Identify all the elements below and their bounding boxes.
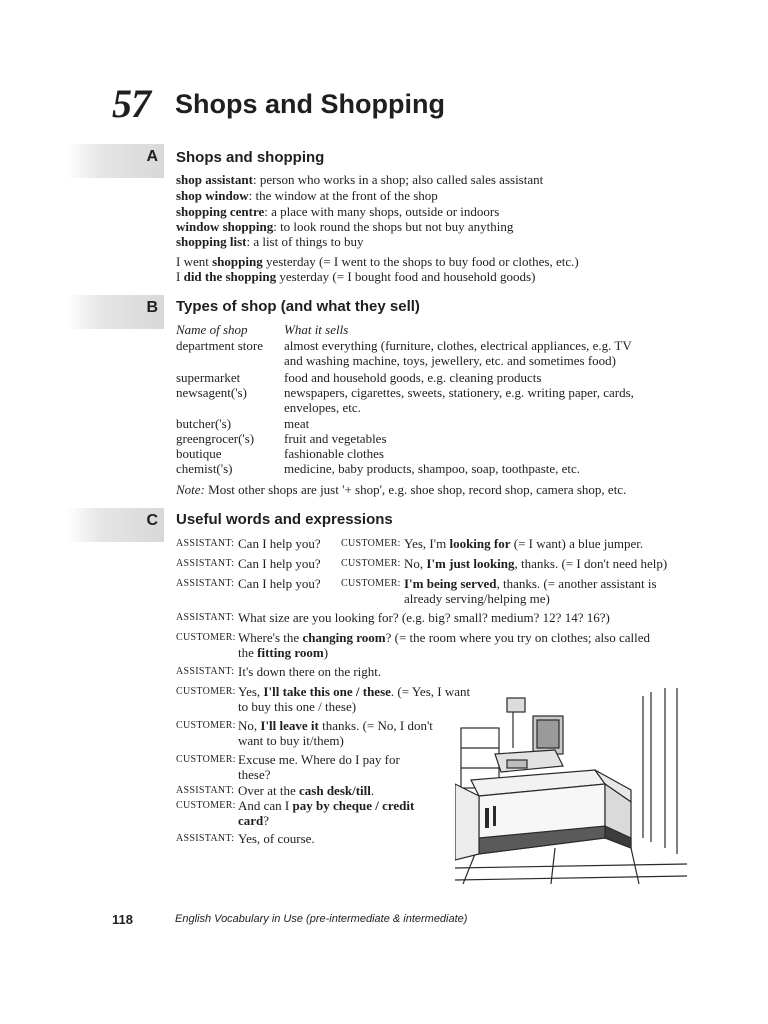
section-c-title: Useful words and expressions [176,511,393,528]
speaker-assistant: ASSISTANT: [176,538,235,549]
shop-name: chemist('s) [176,461,233,476]
speaker-customer: CUSTOMER: [176,720,236,731]
dialogue-line: I'm being served, thanks. (= another assistant is [404,576,657,591]
definition-term: shopping list [176,234,247,249]
definition-text: : a list of things to buy [246,234,364,249]
section-a-tab [66,144,164,178]
dialogue-line: Where's the changing room? (= the room where you try on clothes; also called [238,630,650,645]
shop-sells: almost everything (furniture, clothes, electrical appliances, e.g. TV [284,338,632,353]
shop-name: greengrocer('s) [176,431,255,446]
shop-sells: and washing machine, toys, jewellery, etc. and sometimes food) [284,353,617,368]
speaker-assistant: ASSISTANT: [176,666,235,677]
shop-sells: food and household goods, e.g. cleaning products [284,370,542,385]
definition-term: shop assistant [176,172,253,187]
speaker-assistant: ASSISTANT: [176,612,235,623]
definition-line [176,188,438,203]
dialogue-line: And can I pay by cheque / credit [238,798,415,813]
definition-line [176,219,513,234]
column-header-shop: Name of shop [176,322,248,337]
speaker-customer: CUSTOMER: [176,754,236,765]
note [176,482,626,497]
dialogue-line: What size are you looking for? (e.g. big? small? medium? 12? 14? 16?) [238,610,610,625]
shop-name: newsagent('s) [176,385,247,400]
shop-name: butcher('s) [176,416,232,431]
dialogue-line: want to buy it/them) [238,733,344,748]
note-label: Note: [176,482,205,497]
dialogue-line: card? [238,813,270,828]
shop-name: supermarket [176,370,241,385]
shop-sells: fashionable clothes [284,446,384,461]
definition-text: : a place with many shops, outside or indoors [264,204,500,219]
speaker-customer: CUSTOMER: [176,800,236,811]
example-sentence: I did the shopping yesterday (= I bought food and household goods) [176,269,536,284]
definition-line [176,234,363,249]
dialogue-line: Over at the cash desk/till. [238,783,375,798]
dialogue-line: No, I'm just looking, thanks. (= I don't need help) [404,556,668,571]
shop-sells: meat [284,416,310,431]
section-a-title: Shops and shopping [176,149,325,166]
definition-term: shopping centre [176,204,265,219]
page-number: 118 [112,912,133,927]
definition-text: : the window at the front of the shop [248,188,438,203]
dialogue-line: Can I help you? [238,576,321,591]
unit-title: Shops and Shopping [175,89,445,119]
dialogue-line: to buy this one / these) [238,699,357,714]
shop-sells: newspapers, cigarettes, sweets, stationery, e.g. writing paper, cards, [284,385,634,400]
definition-text: : person who works in a shop; also called sales assistant [252,172,544,187]
section-b-title: Types of shop (and what they sell) [176,298,420,315]
dialogue-line: Can I help you? [238,556,321,571]
section-b-letter: B [146,299,158,316]
dialogue-line: the fitting room) [238,645,329,660]
shop-name: department store [176,338,263,353]
dialogue-line: Excuse me. Where do I pay for [238,752,400,767]
speaker-customer: CUSTOMER: [341,558,401,569]
speaker-assistant: ASSISTANT: [176,833,235,844]
dialogue-line: No, I'll leave it thanks. (= No, I don't [238,718,433,733]
definition-term: shop window [176,188,249,203]
column-header-sells: What it sells [284,322,349,337]
section-a-letter: A [146,148,158,165]
note-text: Most other shops are just '+ shop', e.g. shoe shop, record shop, camera shop, etc. [204,482,627,497]
dialogue-line: Yes, I'll take this one / these. (= Yes, I want [238,684,471,699]
speaker-customer: CUSTOMER: [176,632,236,643]
speaker-assistant: ASSISTANT: [176,558,235,569]
definition-line [176,204,499,219]
definition-line [176,172,543,187]
book-title: English Vocabulary in Use (pre-intermediate & intermediate) [175,913,468,925]
section-c-letter: C [146,512,158,529]
speaker-customer: CUSTOMER: [341,578,401,589]
definition-term: window shopping [176,219,274,234]
speaker-customer: CUSTOMER: [341,538,401,549]
dialogue-line: It's down there on the right. [238,664,382,679]
shop-sells: fruit and vegetables [284,431,387,446]
example-sentence: I went shopping yesterday (= I went to the shops to buy food or clothes, etc.) [176,254,579,269]
shop-name: boutique [176,446,222,461]
shop-sells: envelopes, etc. [284,400,361,415]
dialogue-line: Yes, of course. [238,831,315,846]
section-b-tab [66,295,164,329]
dialogue-line: Yes, I'm looking for (= I want) a blue jumper. [404,536,644,551]
dialogue-line: these? [238,767,271,782]
dialogue-line: Can I help you? [238,536,321,551]
section-c-tab [66,508,164,542]
shop-sells: medicine, baby products, shampoo, soap, toothpaste, etc. [284,461,581,476]
cash-desk-illustration [455,688,687,884]
speaker-customer: CUSTOMER: [176,686,236,697]
speaker-assistant: ASSISTANT: [176,578,235,589]
unit-number: 57 [112,81,150,126]
dialogue-line: already serving/helping me) [404,591,550,606]
speaker-assistant: ASSISTANT: [176,785,235,796]
definition-text: : to look round the shops but not buy anything [273,219,514,234]
